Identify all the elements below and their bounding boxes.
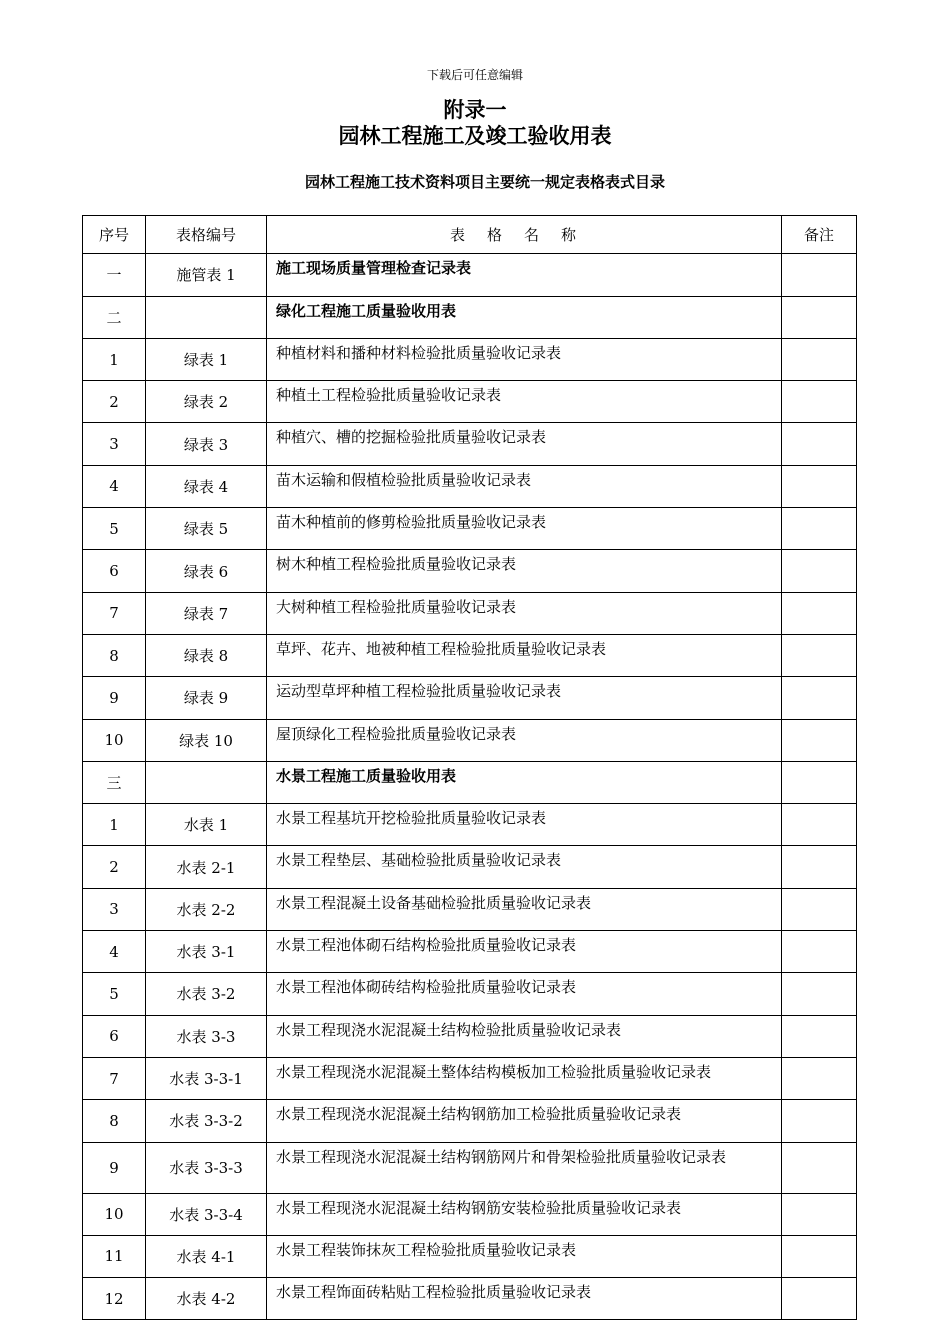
- row-form-name: 树木种植工程检验批质量验收记录表: [267, 550, 782, 592]
- header-code: 表格编号: [146, 216, 267, 254]
- row-form-code: 水表 3-2: [146, 973, 267, 1015]
- table-row: [83, 338, 857, 380]
- row-form-name: 水景工程施工质量验收用表: [267, 761, 782, 803]
- row-form-code: 水表 4-2: [146, 1278, 267, 1320]
- table-row: [83, 634, 857, 676]
- row-index: 5: [83, 973, 146, 1015]
- row-form-code: 绿表 10: [146, 719, 267, 761]
- row-index: 三: [83, 761, 146, 803]
- row-index: 5: [83, 508, 146, 550]
- row-remark: [782, 1278, 857, 1320]
- row-index: 7: [83, 1057, 146, 1099]
- table-row: [83, 508, 857, 550]
- table-row: [83, 804, 857, 846]
- row-form-code: 绿表 6: [146, 550, 267, 592]
- row-remark: [782, 550, 857, 592]
- row-form-code: 水表 3-3-1: [146, 1057, 267, 1099]
- row-form-name: 苗木运输和假植检验批质量验收记录表: [267, 465, 782, 507]
- row-remark: [782, 381, 857, 423]
- header-remark: 备注: [782, 216, 857, 254]
- row-remark: [782, 888, 857, 930]
- section-row: [83, 254, 857, 296]
- row-index: 1: [83, 338, 146, 380]
- table-row: [83, 1193, 857, 1235]
- row-form-code: 施管表 1: [146, 254, 267, 296]
- row-form-name: 种植穴、槽的挖掘检验批质量验收记录表: [267, 423, 782, 465]
- row-remark: [782, 1100, 857, 1142]
- row-index: 10: [83, 719, 146, 761]
- row-remark: [782, 973, 857, 1015]
- table-row: [83, 931, 857, 973]
- row-form-name: 水景工程混凝土设备基础检验批质量验收记录表: [267, 888, 782, 930]
- table-subtitle: 园林工程施工技术资料项目主要统一规定表格表式目录: [304, 173, 665, 191]
- row-remark: [782, 508, 857, 550]
- row-form-code: 绿表 8: [146, 634, 267, 676]
- table-row: [83, 719, 857, 761]
- row-remark: [782, 677, 857, 719]
- row-form-name: 水景工程现浇水泥混凝土结构检验批质量验收记录表: [267, 1015, 782, 1057]
- table-row: [83, 592, 857, 634]
- row-form-name: 施工现场质量管理检查记录表: [267, 254, 782, 296]
- table-row: [83, 550, 857, 592]
- row-form-name: 水景工程现浇水泥混凝土结构钢筋网片和骨架检验批质量验收记录表: [267, 1142, 782, 1193]
- row-form-code: 绿表 5: [146, 508, 267, 550]
- row-remark: [782, 1235, 857, 1277]
- row-form-name: 运动型草坪种植工程检验批质量验收记录表: [267, 677, 782, 719]
- row-index: 2: [83, 846, 146, 888]
- row-form-code: [146, 296, 267, 338]
- table-row: [83, 1057, 857, 1099]
- table-row: [83, 1015, 857, 1057]
- row-form-code: 绿表 4: [146, 465, 267, 507]
- row-remark: [782, 338, 857, 380]
- section-row: [83, 761, 857, 803]
- row-remark: [782, 804, 857, 846]
- row-remark: [782, 634, 857, 676]
- row-remark: [782, 423, 857, 465]
- row-remark: [782, 931, 857, 973]
- row-form-name: 水景工程现浇水泥混凝土结构钢筋加工检验批质量验收记录表: [267, 1100, 782, 1142]
- row-index: 一: [83, 254, 146, 296]
- table-row: [83, 423, 857, 465]
- page-title: 附录一: [443, 98, 507, 122]
- row-form-code: 绿表 1: [146, 338, 267, 380]
- form-index-table: [82, 215, 857, 1320]
- header-index: 序号: [83, 216, 146, 254]
- table-row: [83, 381, 857, 423]
- row-form-code: 水表 4-1: [146, 1235, 267, 1277]
- row-index: 9: [83, 677, 146, 719]
- row-index: 8: [83, 1100, 146, 1142]
- row-form-name: 水景工程池体砌砖结构检验批质量验收记录表: [267, 973, 782, 1015]
- row-form-code: 水表 1: [146, 804, 267, 846]
- row-index: 1: [83, 804, 146, 846]
- row-form-code: 绿表 2: [146, 381, 267, 423]
- row-remark: [782, 1057, 857, 1099]
- row-remark: [782, 592, 857, 634]
- row-index: 4: [83, 465, 146, 507]
- header-note: 下载后可任意编辑: [426, 68, 523, 82]
- table-row: [83, 1142, 857, 1193]
- row-remark: [782, 296, 857, 338]
- row-form-code: 水表 2-2: [146, 888, 267, 930]
- row-form-name: 大树种植工程检验批质量验收记录表: [267, 592, 782, 634]
- section-row: [83, 296, 857, 338]
- row-form-name: 苗木种植前的修剪检验批质量验收记录表: [267, 508, 782, 550]
- row-index: 6: [83, 550, 146, 592]
- row-form-name: 种植土工程检验批质量验收记录表: [267, 381, 782, 423]
- row-index: 11: [83, 1235, 146, 1277]
- row-index: 12: [83, 1278, 146, 1320]
- row-index: 4: [83, 931, 146, 973]
- row-form-name: 绿化工程施工质量验收用表: [267, 296, 782, 338]
- row-form-name: 水景工程基坑开挖检验批质量验收记录表: [267, 804, 782, 846]
- table-row: [83, 846, 857, 888]
- row-remark: [782, 1015, 857, 1057]
- row-index: 3: [83, 888, 146, 930]
- row-remark: [782, 254, 857, 296]
- row-form-code: 水表 3-1: [146, 931, 267, 973]
- row-remark: [782, 761, 857, 803]
- table-row: [83, 888, 857, 930]
- row-index: 二: [83, 296, 146, 338]
- row-form-code: 水表 2-1: [146, 846, 267, 888]
- row-remark: [782, 1142, 857, 1193]
- row-remark: [782, 846, 857, 888]
- row-form-code: 水表 3-3-2: [146, 1100, 267, 1142]
- row-form-name: 水景工程现浇水泥混凝土整体结构模板加工检验批质量验收记录表: [267, 1057, 782, 1099]
- page-title-main: 园林工程施工及竣工验收用表: [338, 124, 612, 148]
- row-form-name: 草坪、花卉、地被种植工程检验批质量验收记录表: [267, 634, 782, 676]
- row-index: 3: [83, 423, 146, 465]
- row-index: 7: [83, 592, 146, 634]
- row-form-name: 水景工程垫层、基础检验批质量验收记录表: [267, 846, 782, 888]
- row-form-name: 屋顶绿化工程检验批质量验收记录表: [267, 719, 782, 761]
- row-form-code: 水表 3-3: [146, 1015, 267, 1057]
- row-form-name: 种植材料和播种材料检验批质量验收记录表: [267, 338, 782, 380]
- table-row: [83, 1278, 857, 1320]
- row-remark: [782, 1193, 857, 1235]
- table-body: [83, 254, 857, 1320]
- row-remark: [782, 465, 857, 507]
- table-row: [83, 973, 857, 1015]
- row-form-name: 水景工程饰面砖粘贴工程检验批质量验收记录表: [267, 1278, 782, 1320]
- table-row: [83, 1100, 857, 1142]
- row-form-code: 绿表 3: [146, 423, 267, 465]
- row-form-code: 绿表 7: [146, 592, 267, 634]
- table-row: [83, 677, 857, 719]
- row-form-code: 水表 3-3-3: [146, 1142, 267, 1193]
- row-form-name: 水景工程池体砌石结构检验批质量验收记录表: [267, 931, 782, 973]
- row-form-code: 绿表 9: [146, 677, 267, 719]
- row-index: 9: [83, 1142, 146, 1193]
- row-index: 2: [83, 381, 146, 423]
- row-form-code: [146, 761, 267, 803]
- row-index: 8: [83, 634, 146, 676]
- row-form-code: 水表 3-3-4: [146, 1193, 267, 1235]
- table-row: [83, 465, 857, 507]
- row-form-name: 水景工程装饰抹灰工程检验批质量验收记录表: [267, 1235, 782, 1277]
- row-form-name: 水景工程现浇水泥混凝土结构钢筋安装检验批质量验收记录表: [267, 1193, 782, 1235]
- row-index: 10: [83, 1193, 146, 1235]
- table-header-row: [83, 216, 857, 254]
- row-remark: [782, 719, 857, 761]
- header-name: 表格名称: [267, 216, 782, 254]
- table-row: [83, 1235, 857, 1277]
- row-index: 6: [83, 1015, 146, 1057]
